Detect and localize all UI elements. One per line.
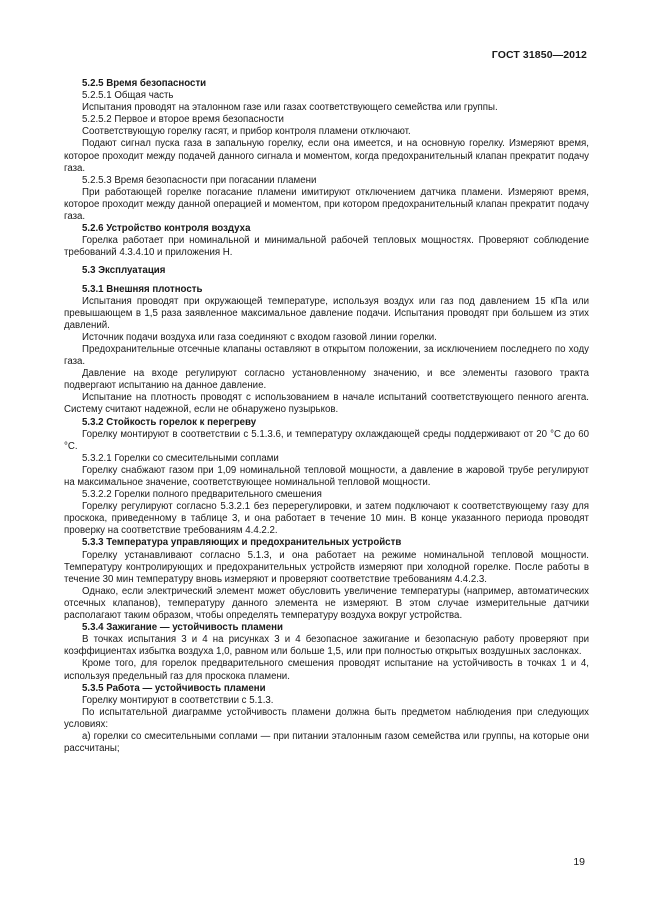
body-paragraph: Давление на входе регулируют согласно установленному значению, и все элементы газового тракта подвергают испытанию на данное давление. — [64, 368, 589, 392]
body-paragraph: Однако, если электрический элемент может обусловить увеличение температуры (например, автоматических отсечных клапанов), температуру данного элемента не измеряют. В этом случае измерительные датчики располагают таким образом, чтобы определять температуру воздуха вокруг устройства. — [64, 585, 589, 622]
body-paragraph: Горелку устанавливают согласно 5.1.3, и она работает на режиме номинальной тепловой мощности. Температуру контролирующих и предохранительных устройств измеряют при холодной горелке. После работы в течение 30 мин температуру вновь измеряют и проверяют соответствие требованиям 4.4.2.3. — [64, 549, 589, 585]
body-paragraph: Источник подачи воздуха или газа соединяют с входом газовой линии горелки. — [82, 331, 437, 343]
body-paragraph: Испытания проводят при окружающей температуре, используя воздух или газ под давлением 15 кПа или превышающем в 1,5 раза заявленное максимальное давление подачи. Испытания проводят при большем из этих давлений. — [64, 295, 589, 331]
body-paragraph: Горелку снабжают газом при 1,09 номинальной тепловой мощности, а давление в жаровой трубе регулируют на максимальное значение, соответствующее номинальной тепловой мощности. — [64, 464, 589, 488]
body-paragraph: Предохранительные отсечные клапаны оставляют в открытом положении, за исключением последнего по ходу газа. — [64, 343, 589, 368]
body-paragraph: Горелку регулируют согласно 5.3.2.1 без перерегулировки, и затем подключают к соответствующему газу для проскока, приведенному в таблице 3, и она работает в течение 10 мин. В конце указанного периода проводят проверку на соответствие требованиям 4.4.2.2. — [64, 501, 589, 537]
body-paragraph: Горелку монтируют в соответствии с 5.1.3.6, и температуру охлаждающей среды поддерживают от 20 °С до 60 °С. — [64, 428, 589, 452]
body-paragraph: Соответствующую горелку гасят, и прибор контроля пламени отключают. — [82, 126, 411, 138]
section-heading: 5.3.4 Зажигание — устойчивость пламени — [82, 622, 283, 634]
body-paragraph: Горелка работает при номинальной и минимальной рабочей тепловых мощностях. Проверяют соблюдение требований 4.3.4.10 и приложения Н. — [64, 235, 589, 259]
body-paragraph: 5.2.5.1 Общая часть — [82, 90, 174, 102]
section-heading: 5.3.2 Стойкость горелок к перегреву — [82, 416, 257, 428]
section-heading: 5.2.6 Устройство контроля воздуха — [82, 223, 251, 235]
body-paragraph: Подают сигнал пуска газа в запальную горелку, если она имеется, и на основную горелку. Измеряют время, которое проходит между подачей данного сигнала и моментом, когда предохранительный клапан прекратит подачу газа. — [64, 138, 589, 174]
section-heading: 5.3.1 Внешняя плотность — [82, 283, 203, 295]
body-paragraph: Испытания проводят на эталонном газе или газах соответствующего семейства или группы. — [82, 102, 498, 114]
page-number: 19 — [573, 856, 585, 868]
body-paragraph: 5.2.5.3 Время безопасности при погасании пламени — [82, 174, 317, 186]
section-heading: 5.3.3 Температура управляющих и предохранительных устройств — [82, 537, 402, 549]
body-paragraph: По испытательной диаграмме устойчивость пламени должна быть предметом наблюдения при следующих условиях: — [64, 706, 589, 730]
section-heading: 5.3.5 Работа — устойчивость пламени — [82, 682, 266, 694]
body-paragraph: Испытание на плотность проводят с использованием в начале испытаний соответствующего пенного агента. Систему считают надежной, если не обнаружено пузырьков. — [64, 392, 589, 416]
body-paragraph: В точках испытания 3 и 4 на рисунках 3 и 4 безопасное зажигание и безопасную работу проверяют при коэффициентах избытка воздуха 1,0, равном или больше 1,5, или при полностью открытых воздушных заслонках. — [64, 634, 589, 658]
body-paragraph: а) горелки со смесительными соплами — при питании эталонным газом семейства или группы, на которые они рассчитаны; — [64, 730, 589, 755]
document-body — [64, 78, 589, 755]
body-paragraph: При работающей горелке погасание пламени имитируют отключением датчика пламени. Измеряют время, которое проходит между данной операцией и моментом, при котором предохранительный клапан прекратит подачу газа. — [64, 186, 589, 223]
document-header: ГОСТ 31850—2012 — [491, 49, 587, 61]
body-paragraph: 5.3.2.2 Горелки полного предварительного смешения — [82, 489, 322, 501]
section-heading: 5.3 Эксплуатация — [82, 265, 166, 277]
body-paragraph: Горелку монтируют в соответствии с 5.1.3. — [82, 694, 274, 706]
body-paragraph: 5.3.2.1 Горелки со смесительными соплами — [82, 452, 279, 464]
section-heading: 5.2.5 Время безопасности — [82, 78, 207, 89]
body-paragraph: Кроме того, для горелок предварительного смешения проводят испытание на устойчивость в точках 1 и 4, используя предельный газ для проскока пламени. — [64, 658, 589, 682]
body-paragraph: 5.2.5.2 Первое и второе время безопасности — [82, 114, 284, 126]
